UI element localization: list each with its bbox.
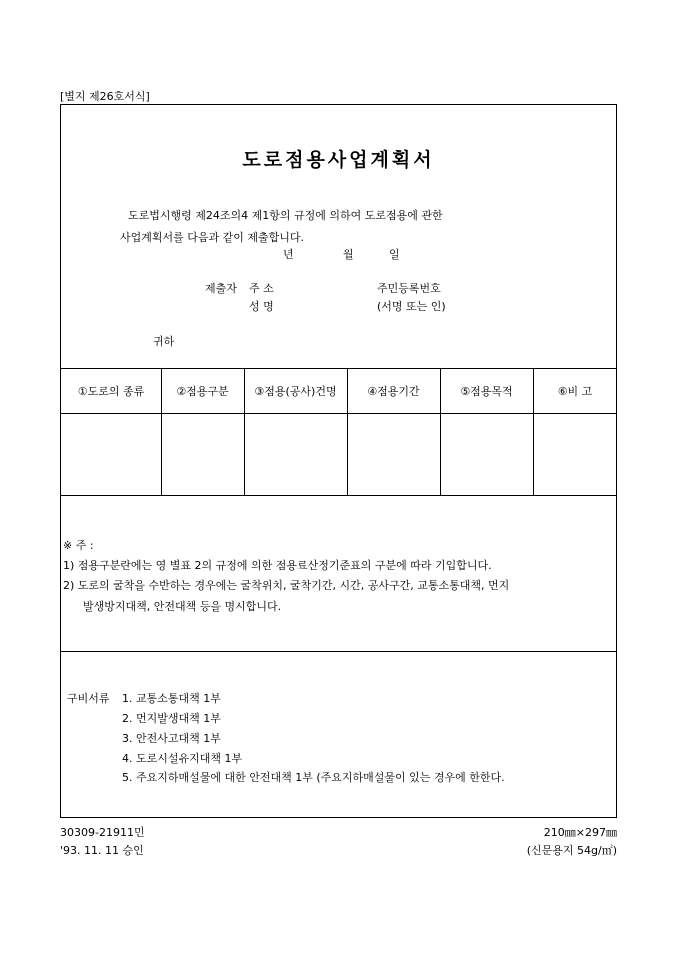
resident-number-label: 주민등록번호: [377, 282, 441, 295]
paper-size: 210㎜×297㎜: [543, 826, 617, 839]
intro-line-1: 도로법시행령 제24조의4 제1항의 규정에 의하여 도로점용에 관한: [128, 209, 443, 222]
document-item: 1. 교통소통대책 1부: [122, 692, 221, 705]
table-bottom-rule: [61, 495, 616, 496]
notes-heading: ※ 주 :: [63, 539, 94, 552]
document-item: 5. 주요지하매설물에 대한 안전대책 1부 (주요지하매설물이 있는 경우에 한한다.: [122, 771, 505, 784]
document-item: 4. 도로시설유지대책 1부: [122, 752, 243, 765]
form-code: 30309-21911민: [60, 826, 145, 839]
document-item: 3. 안전사고대책 1부: [122, 732, 221, 745]
form-number-label: [별지 제26호서식]: [60, 90, 150, 103]
form-frame: [60, 104, 617, 818]
paper-type: (신문용지 54g/㎡): [526, 844, 617, 857]
column-header-road-type: ①도로의 종류: [77, 385, 145, 398]
submitter-label: 제출자: [205, 282, 237, 295]
notes-bottom-rule: [61, 651, 616, 652]
page-title: 도로점용사업계획서: [242, 149, 435, 171]
column-header-purpose: ⑤점용목적: [460, 385, 513, 398]
note-item-continued: 발생방지대책, 안전대책 등을 명시합니다.: [83, 600, 282, 613]
note-item: 2) 도로의 굴착을 수반하는 경우에는 굴착위치, 굴착기간, 시간, 공사구간, 교통소통대책, 먼지: [63, 579, 510, 592]
documents-label: 구비서류: [67, 692, 110, 705]
name-label: 성 명: [249, 300, 274, 313]
column-header-period: ④점용기간: [367, 385, 420, 398]
column-header-occupancy-type: ②점용구분: [176, 385, 229, 398]
note-item: 1) 점용구분란에는 영 별표 2의 규정에 의한 점용료산정기준표의 구분에 따라 기입합니다.: [63, 559, 492, 572]
date-day-label: 일: [389, 248, 400, 261]
date-year-label: 년: [283, 248, 294, 261]
column-header-remarks: ⑥비 고: [557, 385, 593, 398]
column-header-project-name: ③점용(공사)건명: [254, 385, 337, 398]
signature-label: (서명 또는 인): [377, 300, 446, 313]
approval-date: '93. 11. 11 승인: [60, 844, 144, 857]
intro-line-2: 사업계획서를 다음과 같이 제출합니다.: [120, 231, 305, 244]
document-item: 2. 먼지발생대책 1부: [122, 712, 221, 725]
addressee-label: 귀하: [153, 335, 175, 348]
date-month-label: 월: [343, 248, 354, 261]
address-label: 주 소: [249, 282, 274, 295]
